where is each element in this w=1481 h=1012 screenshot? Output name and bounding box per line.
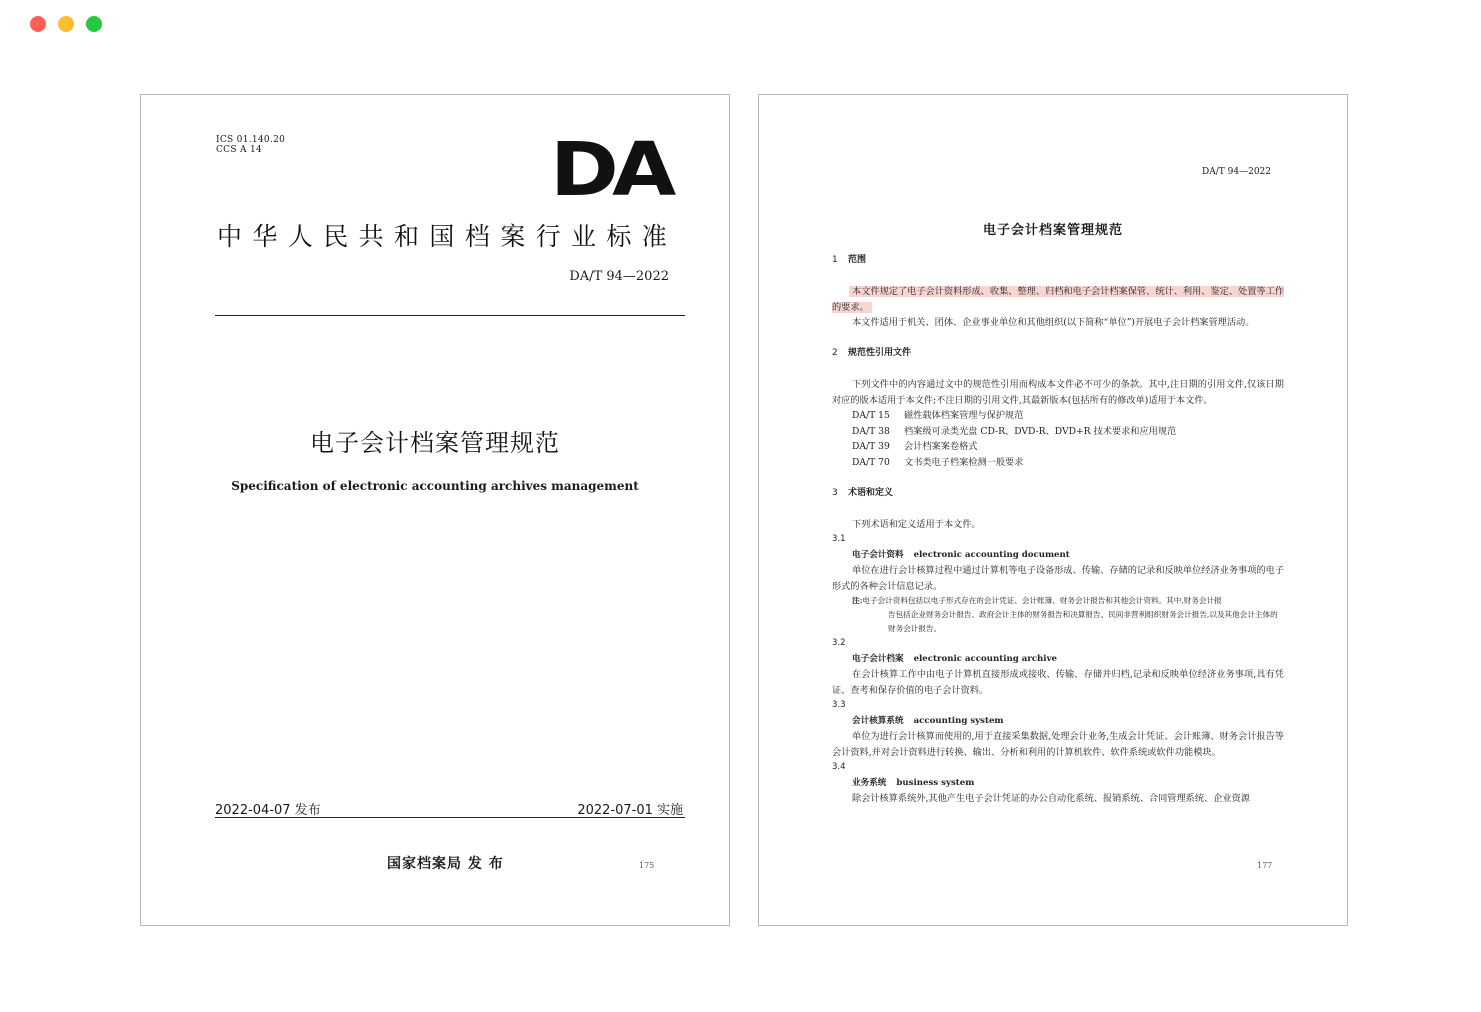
content-page-number: 177: [1257, 861, 1273, 870]
term-number: 3.4: [832, 762, 846, 772]
term-definition: 除会计核算系统外,其他产生电子会计凭证的办公自动化系统、报销系统、合同管理系统、企业资源: [852, 793, 1250, 804]
cover-subtitle: Specification of electronic accounting archives management: [231, 479, 639, 493]
reference-item: DA/T 70 文书类电子档案检测一般要求: [852, 456, 1024, 468]
reference-item: DA/T 39 会计档案案卷格式: [852, 441, 978, 452]
reference-item: DA/T 38 档案级可录类光盘 CD-R、DVD-R、DVD+R 技术要求和应用规范: [852, 425, 1177, 437]
maximize-button[interactable]: [86, 16, 102, 32]
term-name: 业务系统 business system: [852, 777, 975, 788]
paragraph: 本文件适用于机关、团体、企业事业单位和其他组织(以下简称“单位”)开展电子会计档案管理活动。: [852, 317, 1255, 328]
top-rule: [215, 315, 685, 316]
term-definition: 单位在进行会计核算过程中通过计算机等电子设备形成、传输、存储的记录和反映单位经济业务事项的电子形式的各种会计信息记录。: [832, 565, 1284, 592]
term-note: 注:电子会计资料包括以电子形式存在的会计凭证、会计账簿、财务会计报告和其他会计资料。其中,财务会计报 告包括企业财务会计报告、政府会计主体的财务报告和决算报告、民间非营利组织财务会计报告,以及其他会计主体的财务会计报告。: [852, 596, 1278, 633]
content-page: [758, 94, 1348, 926]
document-title: 电子会计档案管理规范: [982, 223, 1123, 238]
window-controls: [30, 16, 102, 32]
header-standard-number: DA/T 94—2022: [1202, 167, 1271, 177]
term-name: 电子会计档案 electronic accounting archive: [852, 653, 1058, 664]
term-definition: 单位为进行会计核算而使用的,用于直接采集数据,处理会计业务,生成会计凭证、会计账簿、财务会计报告等会计资料,并对会计资料进行转换、输出、分析和利用的计算机软件、软件系统或软件功能模块。: [832, 731, 1284, 758]
minimize-button[interactable]: [58, 16, 74, 32]
standard-number: DA/T 94—2022: [569, 269, 669, 284]
section-heading: 2 规范性引用文件: [832, 348, 912, 358]
classification-codes: [216, 135, 285, 155]
paragraph: 下列文件中的内容通过文中的规范性引用而构成本文件必不可少的条款。其中,注日期的引用文件,仅该日期对应的版本适用于本文件;不注日期的引用文件,其最新版本(包括所有的修改单)适用于本文件。: [832, 379, 1284, 406]
cover-page: [140, 94, 730, 926]
standard-category: 中华人民共和国档案行业标准: [217, 222, 678, 251]
ccs-code: CCS A 14: [216, 145, 263, 155]
term-number: 3.1: [832, 534, 846, 544]
cover-page-number: 175: [639, 861, 655, 870]
bottom-rule: [215, 817, 685, 818]
section-heading: 3 术语和定义: [832, 487, 894, 498]
term-number: 3.3: [832, 700, 846, 710]
highlighted-text[interactable]: 本文件规定了电子会计资料形成、收集、整理、归档和电子会计档案保管、统计、利用、鉴定、处置等工作的要求。: [832, 286, 1284, 313]
paragraph: 下列术语和定义适用于本文件。: [852, 518, 981, 530]
term-number: 3.2: [832, 638, 846, 648]
term-name: 电子会计资料 electronic accounting document: [852, 549, 1070, 560]
term-definition: 在会计核算工作中由电子计算机直接形成或接收、传输、存储并归档,记录和反映单位经济业务事项,具有凭证、查考和保存价值的电子会计资料。: [832, 669, 1284, 696]
section-heading: 1 范围: [832, 255, 867, 265]
document-body: [832, 253, 1284, 807]
implementation-date: 2022-07-01 实施: [577, 803, 683, 818]
close-button[interactable]: [30, 16, 46, 32]
term-name: 会计核算系统 accounting system: [852, 715, 1004, 726]
ics-code: ICS 01.140.20: [216, 135, 286, 145]
da-logo: DA: [550, 127, 670, 213]
release-date: 2022-04-07 发布: [215, 803, 321, 818]
paragraph: [832, 284, 1284, 315]
cover-title: 电子会计档案管理规范: [310, 429, 560, 457]
reference-item: DA/T 15 磁性载体档案管理与保护规范: [852, 410, 1024, 421]
issuer: 国家档案局 发 布: [387, 856, 504, 872]
